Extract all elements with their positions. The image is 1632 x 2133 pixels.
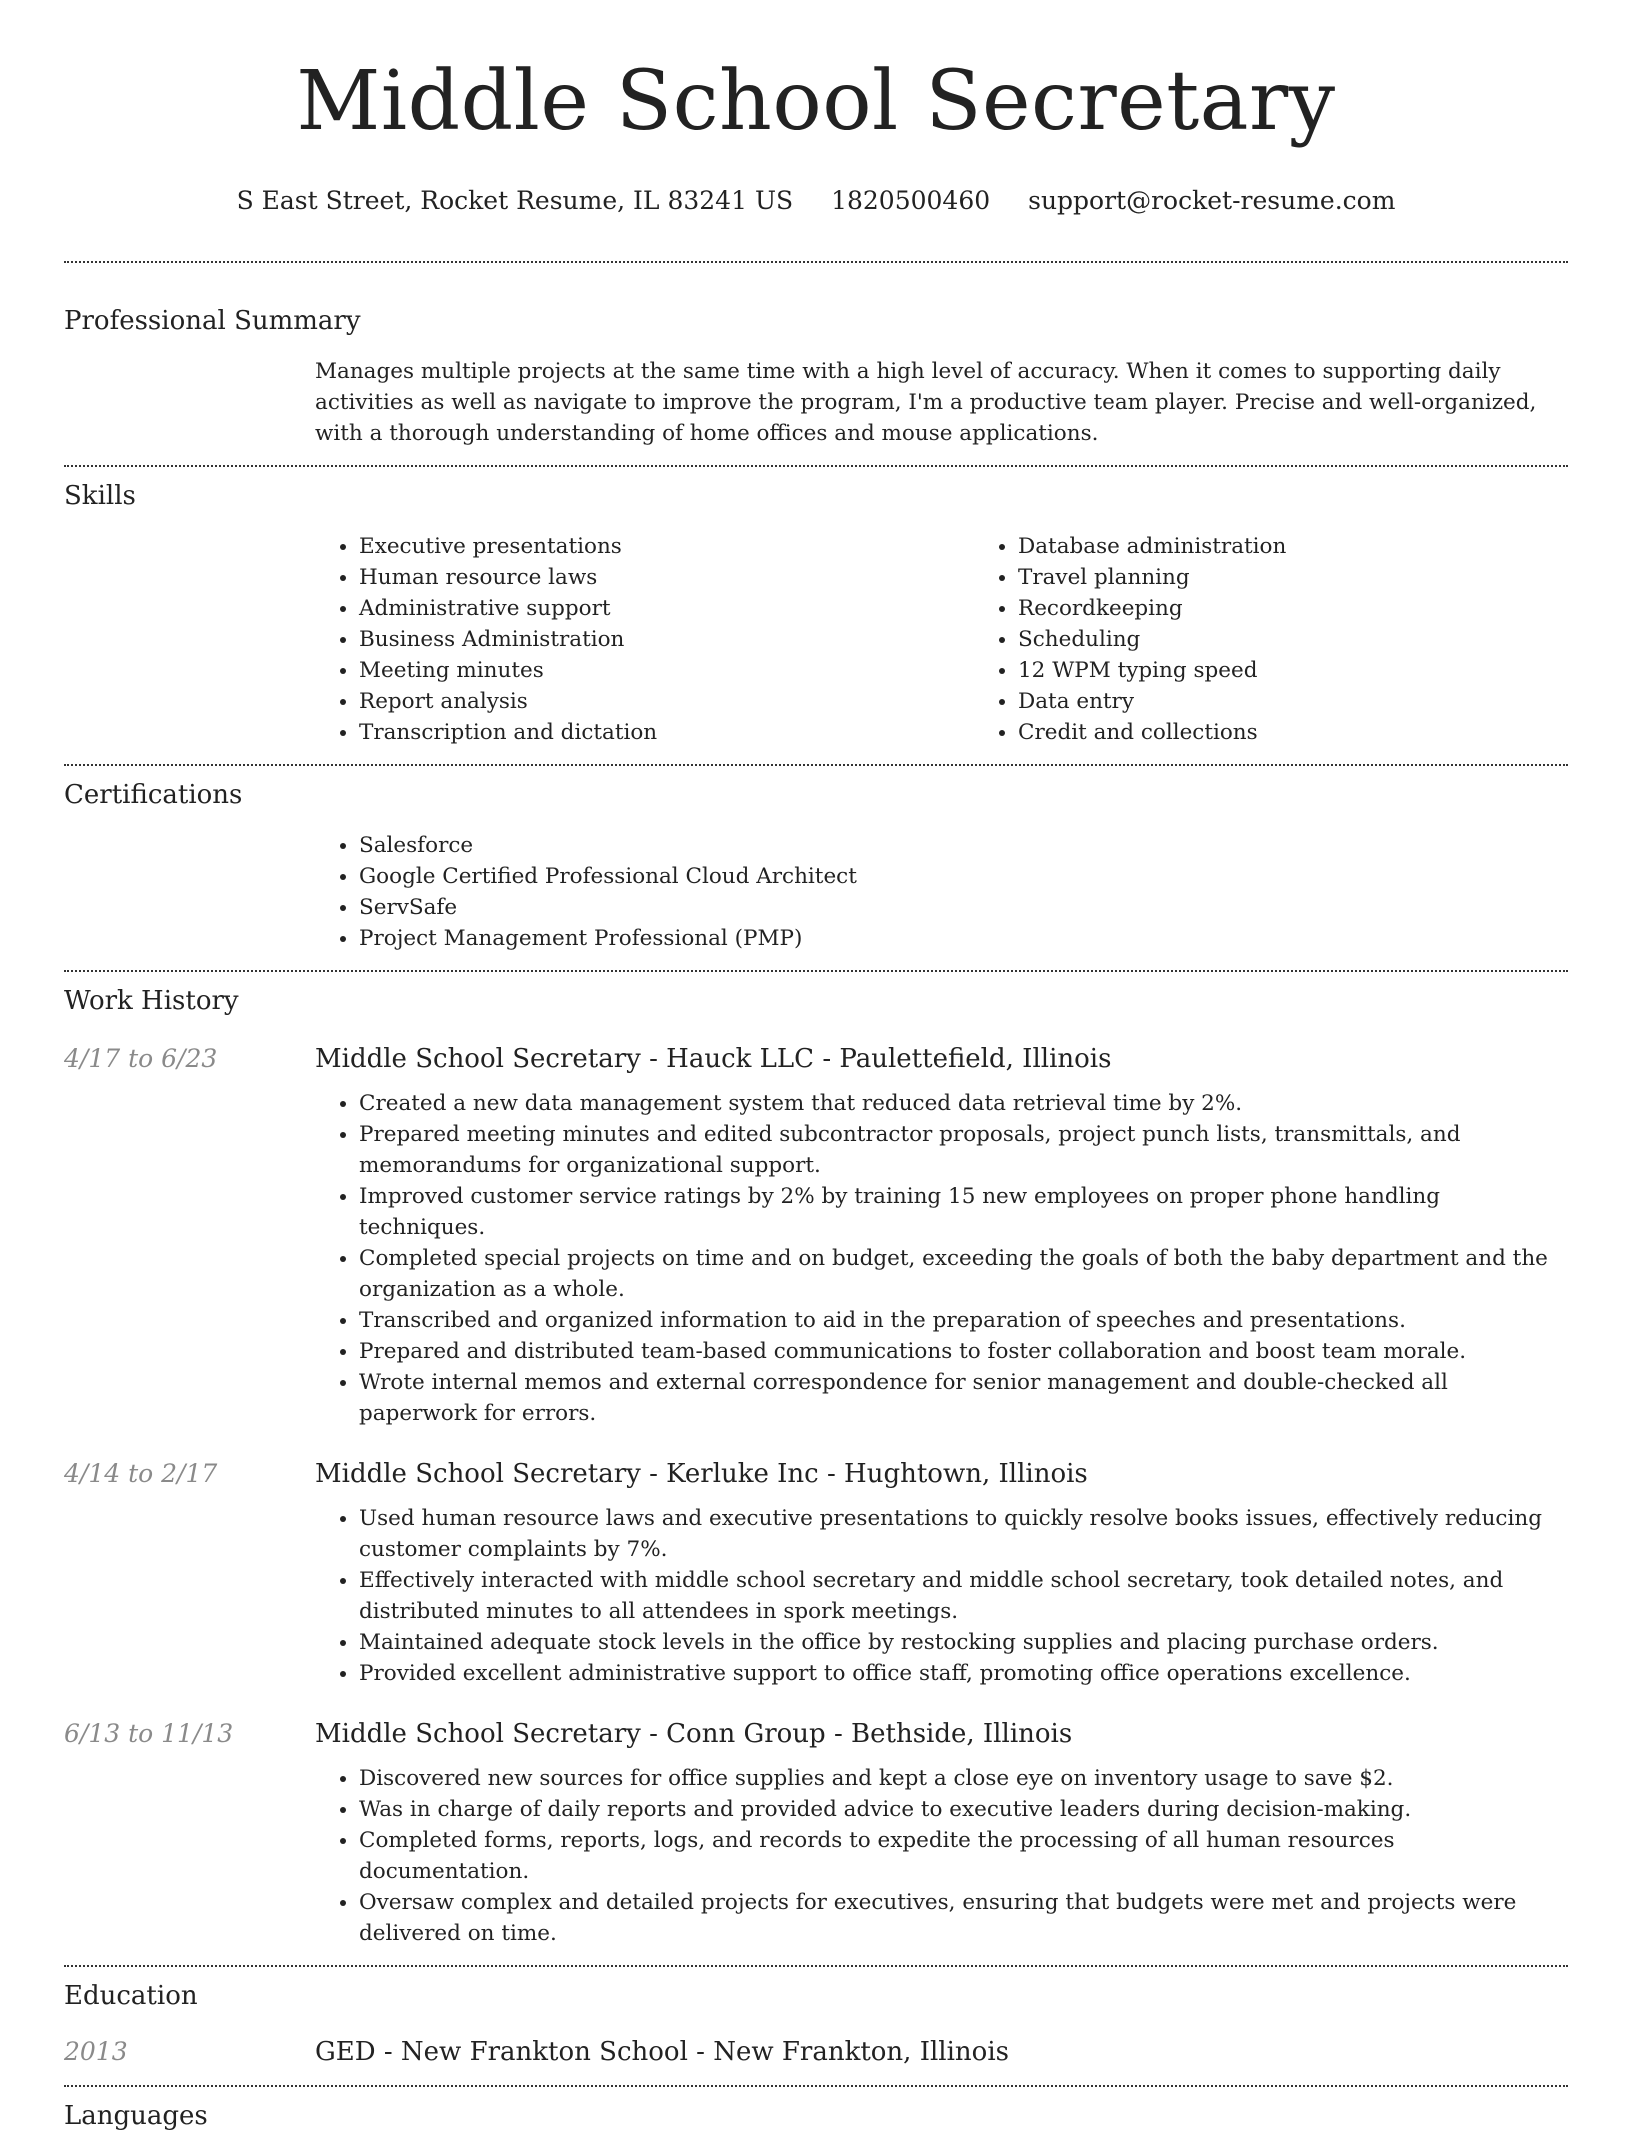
list-item: • Discovered new sources for office supplies and kept a close eye on inventory usage to save $2.: [359, 1763, 1568, 1794]
list-item: • Transcribed and organized information to aid in the preparation of speeches and presentations.: [359, 1305, 1568, 1336]
summary-text: Manages multiple projects at the same time with a high level of accuracy. When it comes to supporting daily activities as well as navigate to improve the program, I'm a productive team player. Precise and well-organized, with a thorough understanding of home offices and mouse applications.: [315, 359, 1537, 446]
list-item: • Administrative support: [359, 593, 974, 624]
list-item: • Business Administration: [359, 624, 974, 655]
list-item: • Data entry: [1018, 686, 1632, 717]
list-item: • Transcription and dictation: [359, 717, 974, 748]
list-item: • ServSafe: [359, 892, 1568, 923]
education-year: 2013: [64, 2037, 128, 2066]
list-item: • Credit and collections: [1018, 717, 1632, 748]
skills-column-1: [315, 531, 974, 748]
divider: [64, 261, 1568, 263]
list-item: • Was in charge of daily reports and provided advice to executive leaders during decision-making.: [359, 1794, 1568, 1825]
job-dates: 6/13 to 11/13: [64, 1719, 234, 1748]
job-dates: 4/14 to 2/17: [64, 1459, 218, 1488]
skills-list: [315, 531, 1632, 748]
section-title-languages: Languages: [64, 2101, 208, 2131]
skills-row: [64, 531, 1568, 748]
section-title-summary: Professional Summary: [64, 306, 361, 336]
list-item: • Effectively interacted with middle school secretary and middle school secretary, took detailed notes, and distributed minutes to all attendees in spork meetings.: [359, 1565, 1568, 1627]
job-bullets: [315, 1763, 1568, 1949]
list-item: • Prepared and distributed team-based communications to foster collaboration and boost team morale.: [359, 1336, 1568, 1367]
list-item: • Improved customer service ratings by 2% by training 15 new employees on proper phone handling techniques.: [359, 1181, 1568, 1243]
list-item: • Google Certified Professional Cloud Architect: [359, 861, 1568, 892]
contact-address: S East Street, Rocket Resume, IL 83241 US: [236, 186, 794, 215]
divider: [64, 2085, 1568, 2087]
list-item: • Used human resource laws and executive presentations to quickly resolve books issues, effectively reducing customer complaints by 7%.: [359, 1503, 1568, 1565]
certifications-row: [64, 830, 1568, 954]
list-item: • Meeting minutes: [359, 655, 974, 686]
list-item: • Report analysis: [359, 686, 974, 717]
education-entry: [64, 2035, 1568, 2069]
job-entry: [64, 1717, 1568, 1949]
job-title: Middle School Secretary - Hauck LLC - Paulettefield, Illinois: [315, 1044, 1112, 1074]
divider: [64, 465, 1568, 467]
summary-row: [64, 356, 1568, 449]
list-item: • Maintained adequate stock levels in the office by restocking supplies and placing purchase orders.: [359, 1627, 1568, 1658]
divider: [64, 970, 1568, 972]
skills-column-2: [974, 531, 1632, 748]
list-item: • Executive presentations: [359, 531, 974, 562]
list-item: • Salesforce: [359, 830, 1568, 861]
list-item: • Database administration: [1018, 531, 1632, 562]
list-item: • Prepared meeting minutes and edited subcontractor proposals, project punch lists, transmittals, and memorandums for organizational support.: [359, 1119, 1568, 1181]
list-item: • Travel planning: [1018, 562, 1632, 593]
resume-name: Middle School Secretary: [296, 54, 1336, 149]
list-item: • Project Management Professional (PMP): [359, 923, 1568, 954]
section-title-education: Education: [64, 1981, 198, 2011]
contact-line: [0, 186, 1632, 216]
job-entry: [64, 1457, 1568, 1689]
divider: [64, 1965, 1568, 1967]
contact-email: support@rocket-resume.com: [1028, 186, 1396, 215]
section-title-certifications: Certifications: [64, 780, 243, 810]
list-item: • Completed forms, reports, logs, and records to expedite the processing of all human resources documentation.: [359, 1825, 1568, 1887]
contact-phone: 1820500460: [831, 186, 991, 215]
list-item: • 12 WPM typing speed: [1018, 655, 1632, 686]
job-dates: 4/17 to 6/23: [64, 1044, 218, 1073]
job-entry: [64, 1042, 1568, 1429]
list-item: • Human resource laws: [359, 562, 974, 593]
list-item: • Scheduling: [1018, 624, 1632, 655]
list-item: • Created a new data management system that reduced data retrieval time by 2%.: [359, 1088, 1568, 1119]
education-title: GED - New Frankton School - New Frankton, Illinois: [315, 2037, 1009, 2067]
certifications-list: [315, 830, 1568, 954]
job-title: Middle School Secretary - Kerluke Inc - Hughtown, Illinois: [315, 1459, 1088, 1489]
list-item: • Wrote internal memos and external correspondence for senior management and double-checked all paperwork for errors.: [359, 1367, 1568, 1429]
list-item: • Provided excellent administrative support to office staff, promoting office operations excellence.: [359, 1658, 1568, 1689]
divider: [64, 764, 1568, 766]
job-title: Middle School Secretary - Conn Group - Bethside, Illinois: [315, 1719, 1073, 1749]
section-title-skills: Skills: [64, 481, 136, 511]
job-bullets: [315, 1503, 1568, 1689]
section-title-work: Work History: [64, 986, 239, 1016]
list-item: • Recordkeeping: [1018, 593, 1632, 624]
list-item: • Completed special projects on time and on budget, exceeding the goals of both the baby department and the organization as a whole.: [359, 1243, 1568, 1305]
list-item: • Oversaw complex and detailed projects for executives, ensuring that budgets were met and projects were delivered on time.: [359, 1887, 1568, 1949]
job-bullets: [315, 1088, 1568, 1429]
